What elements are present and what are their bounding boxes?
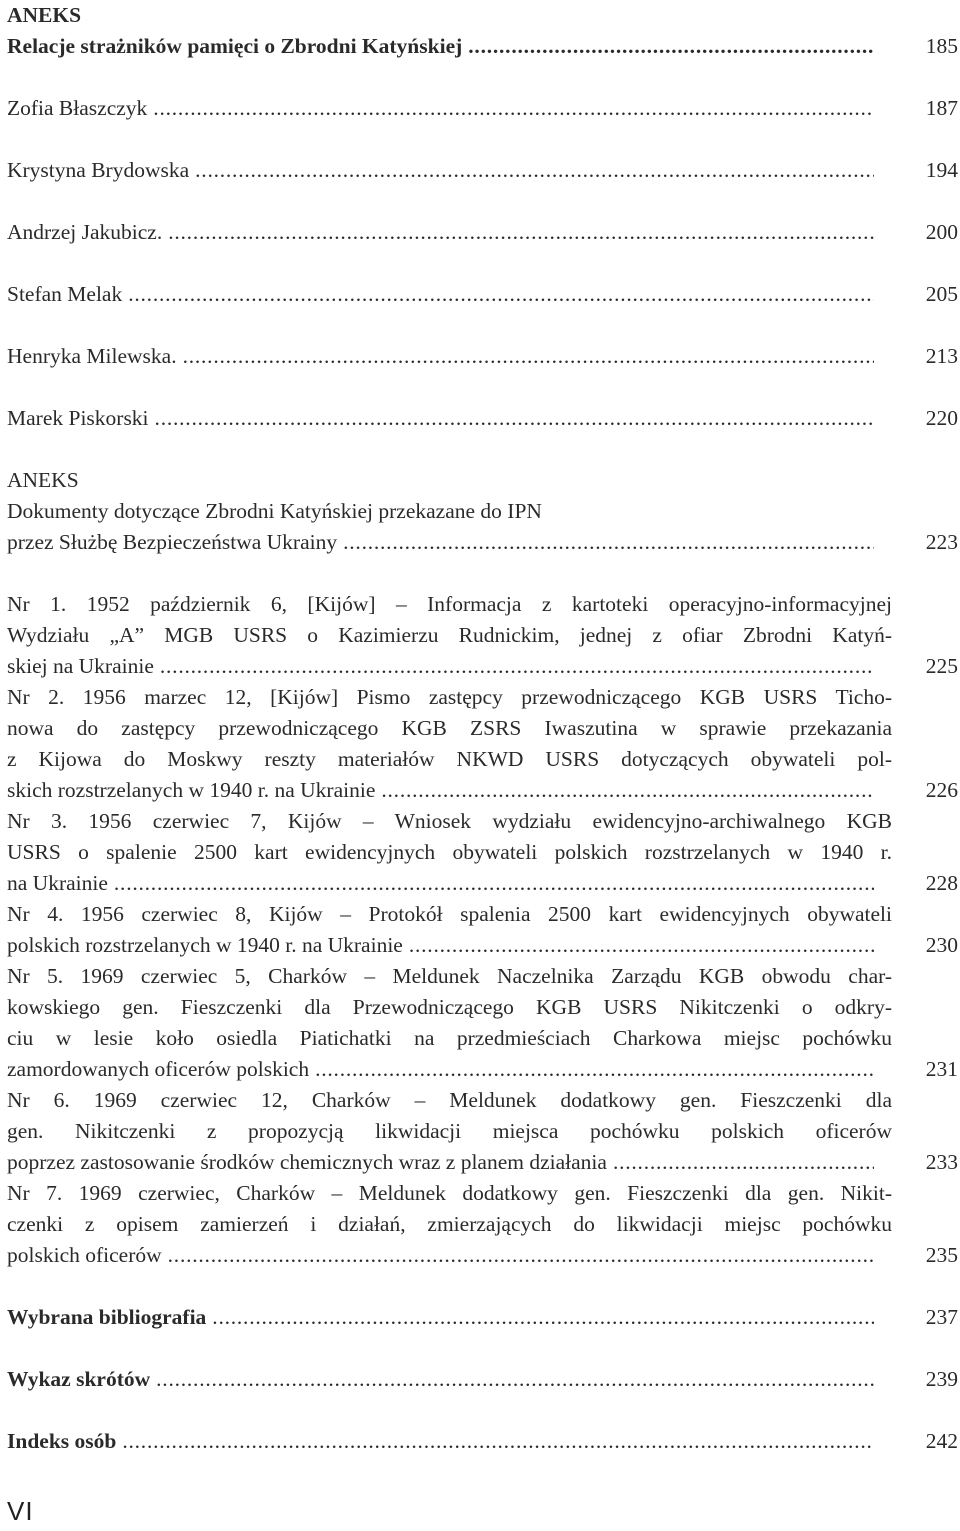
page-number: 230 — [925, 933, 958, 957]
toc-entry[interactable] — [7, 279, 958, 310]
dot-leader — [468, 31, 874, 62]
toc-entry-title: Henryka Milewska. — [7, 344, 177, 368]
doc-line: Nr 6. 1969 czerwiec 12, Charków – Meldunek dodatkowy gen. Fieszczenki dla — [7, 1088, 892, 1112]
page-number: 205 — [925, 282, 958, 306]
dot-leader — [381, 775, 874, 806]
doc-line: nowa do zastępcy przewodniczącego KGB ZSRS Iwaszutina w sprawie przekazania — [7, 716, 892, 740]
aneks-heading: ANEKS — [7, 3, 82, 27]
dot-leader — [315, 1054, 874, 1085]
page-number: 237 — [925, 1305, 958, 1329]
dot-leader — [168, 1240, 874, 1271]
toc-entry-doc-7[interactable] — [7, 1240, 958, 1271]
toc-entry-aneks-dokumenty[interactable] — [7, 527, 958, 558]
doc-line: ciu w lesie koło osiedla Piatichatki na przedmieściach Charkowa miejsc pochówku — [7, 1026, 892, 1050]
dot-leader — [613, 1147, 874, 1178]
toc-entry-title: Marek Piskorski — [7, 406, 149, 430]
toc-entry-index[interactable] — [7, 1426, 958, 1457]
toc-entry-title: Wykaz skrótów — [7, 1367, 151, 1391]
page-number: 226 — [925, 778, 958, 802]
toc-entry[interactable] — [7, 341, 958, 372]
toc-entry[interactable] — [7, 93, 958, 124]
doc-line: Wydziału „A” MGB USRS o Kazimierzu Rudnickim, jednej z ofiar Zbrodni Katyń- — [7, 623, 892, 647]
doc-line: Nr 1. 1952 październik 6, [Kijów] – Informacja z kartoteki operacyjno-informacyjnej — [7, 592, 892, 616]
dot-leader — [343, 527, 874, 558]
dot-leader — [114, 868, 874, 899]
page-number: 194 — [925, 158, 958, 182]
toc-entry-doc-3[interactable] — [7, 868, 958, 899]
toc-entry-doc-5[interactable] — [7, 1054, 958, 1085]
doc-line: kowskiego gen. Fieszczenki dla Przewodniczącego KGB USRS Nikitczenki o odkry- — [7, 995, 892, 1019]
toc-entry-title: Stefan Melak — [7, 282, 123, 306]
page-number: 225 — [925, 654, 958, 678]
toc-entry-doc-1[interactable] — [7, 651, 958, 682]
toc-entry-title: skich rozstrzelanych w 1940 r. na Ukrainie — [7, 778, 376, 802]
toc-entry-title: Zofia Błaszczyk — [7, 96, 148, 120]
toc-entry-title: przez Służbę Bezpieczeństwa Ukrainy — [7, 530, 338, 554]
doc-line: Nr 5. 1969 czerwiec 5, Charków – Meldunek Naczelnika Zarządu KGB obwodu char- — [7, 964, 892, 988]
page-number: 233 — [925, 1150, 958, 1174]
dot-leader — [122, 1426, 874, 1457]
toc-entry-title: poprzez zastosowanie środków chemicznych wraz z planem działania — [7, 1150, 607, 1174]
aneks-title: Dokumenty dotyczące Zbrodni Katyńskiej przekazane do IPN — [7, 499, 542, 523]
dot-leader — [212, 1302, 874, 1333]
dot-leader — [183, 341, 874, 372]
dot-leader — [156, 1364, 874, 1395]
page-number: 235 — [925, 1243, 958, 1267]
doc-line: czenki z opisem zamierzeń i działań, zmierzających do likwidacji miejsc pochówku — [7, 1212, 892, 1236]
page-number: 185 — [925, 34, 958, 58]
dot-leader — [195, 155, 874, 186]
toc-entry-aneks-relacje[interactable] — [7, 31, 958, 62]
dot-leader — [168, 217, 874, 248]
doc-line: gen. Nikitczenki z propozycją likwidacji miejsca pochówku polskich oficerów — [7, 1119, 892, 1143]
page-number: 200 — [925, 220, 958, 244]
page-number: 213 — [925, 344, 958, 368]
page-number: 239 — [925, 1367, 958, 1391]
doc-line: USRS o spalenie 2500 kart ewidencyjnych obywateli polskich rozstrzelanych w 1940 r. — [7, 840, 892, 864]
toc-entry-title: Andrzej Jakubicz. — [7, 220, 163, 244]
toc-entry[interactable] — [7, 155, 958, 186]
toc-entry-title: zamordowanych oficerów polskich — [7, 1057, 310, 1081]
toc-entry-title: polskich oficerów — [7, 1243, 162, 1267]
page-folio: VI — [7, 1496, 34, 1526]
doc-line: z Kijowa do Moskwy reszty materiałów NKWD USRS dotyczących obywateli pol- — [7, 747, 892, 771]
toc-entry[interactable] — [7, 403, 958, 434]
toc-entry-bibliography[interactable] — [7, 1302, 958, 1333]
dot-leader — [128, 279, 874, 310]
toc-entry-title: Relacje strażników pamięci o Zbrodni Katyńskiej — [7, 34, 463, 58]
toc-entry-title: polskich rozstrzelanych w 1940 r. na Ukrainie — [7, 933, 403, 957]
dot-leader — [155, 403, 874, 434]
toc-entry-title: skiej na Ukrainie — [7, 654, 154, 678]
doc-line: Nr 2. 1956 marzec 12, [Kijów] Pismo zastępcy przewodniczącego KGB USRS Ticho- — [7, 685, 892, 709]
page-number: 220 — [925, 406, 958, 430]
toc-entry[interactable] — [7, 217, 958, 248]
toc-entry-title: Indeks osób — [7, 1429, 117, 1453]
toc-entry-title: Krystyna Brydowska — [7, 158, 190, 182]
page-number: 187 — [925, 96, 958, 120]
toc-entry-doc-2[interactable] — [7, 775, 958, 806]
aneks-heading: ANEKS — [7, 468, 79, 492]
toc-entry-abbreviations[interactable] — [7, 1364, 958, 1395]
doc-line: Nr 4. 1956 czerwiec 8, Kijów – Protokół spalenia 2500 kart ewidencyjnych obywateli — [7, 902, 892, 926]
doc-line: Nr 7. 1969 czerwiec, Charków – Meldunek dodatkowy gen. Fieszczenki dla gen. Nikit- — [7, 1181, 892, 1205]
dot-leader — [153, 93, 874, 124]
toc-entry-title: na Ukrainie — [7, 871, 108, 895]
page-number: 228 — [925, 871, 958, 895]
page-number: 223 — [925, 530, 958, 554]
page-number: 242 — [925, 1429, 958, 1453]
page-number: 231 — [925, 1057, 958, 1081]
toc-entry-title: Wybrana bibliografia — [7, 1305, 207, 1329]
toc-entry-doc-6[interactable] — [7, 1147, 958, 1178]
doc-line: Nr 3. 1956 czerwiec 7, Kijów – Wniosek wydziału ewidencyjno-archiwalnego KGB — [7, 809, 892, 833]
dot-leader — [409, 930, 874, 961]
dot-leader — [160, 651, 874, 682]
toc-entry-doc-4[interactable] — [7, 930, 958, 961]
